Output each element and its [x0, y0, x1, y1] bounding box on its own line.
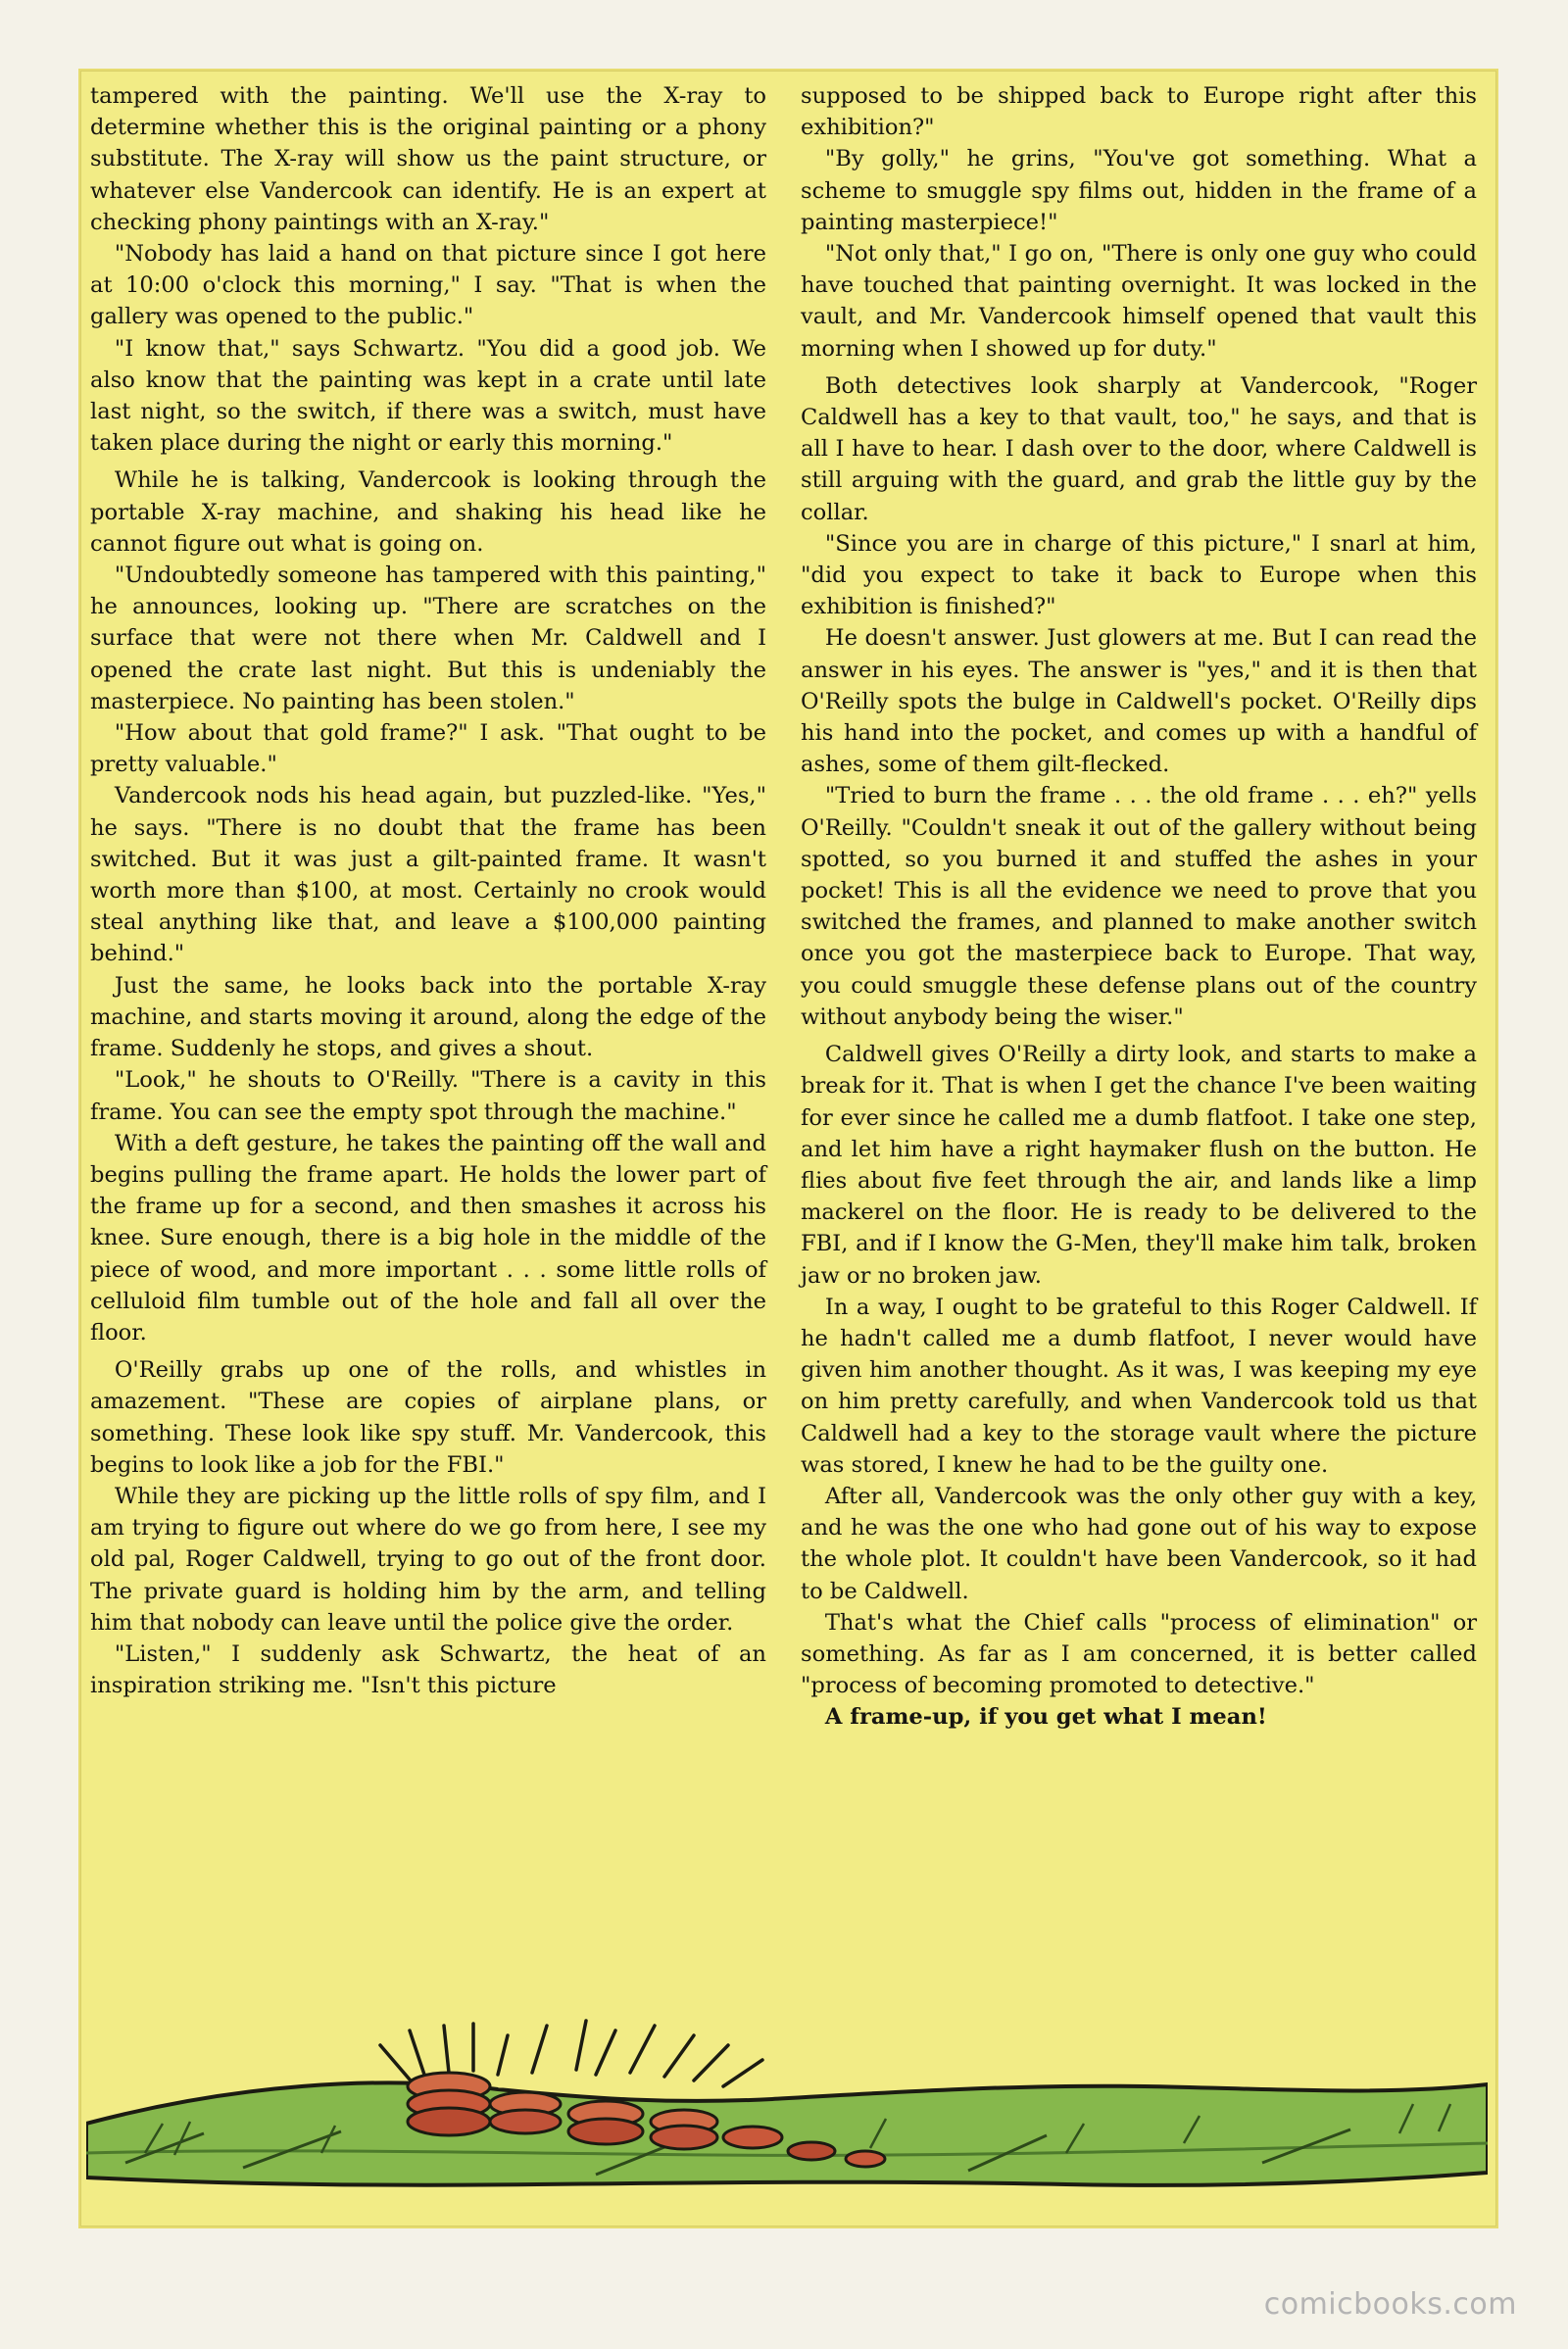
paragraph: In a way, I ought to be grateful to this Roger Caldwell. If he hadn't called me a dumb flatfoot, I never would have given him another thought. As it was, I was keeping my eye on him pretty carefully, and when Vandercook told us that Caldwell had a key to the storage vault where the picture was stored, I knew he had to be the guilty one.	[801, 1294, 1477, 1478]
watermark: comicbooks.com	[1263, 2287, 1517, 2322]
closing-line: A frame-up, if you get what I mean!	[824, 1704, 1267, 1731]
coins-on-grass-illustration	[86, 2006, 1488, 2217]
paragraph: While they are picking up the little rolls of spy film, and I am trying to figure out where do we go from here, I see my old pal, Roger Caldwell, trying to go out of the front door. The private guard is holding him by the arm, and telling him that nobody can leave until the police give the order.	[90, 1483, 766, 1636]
paragraph: Just the same, he looks back into the portable X-ray machine, and starts moving it around, along the edge of the frame. Suddenly he stops, and gives a shout.	[90, 972, 766, 1062]
paragraph: After all, Vandercook was the only other guy with a key, and he was the one who had gone out of his way to expose the whole plot. It couldn't have been Vandercook, so it had to be Caldwell.	[801, 1483, 1477, 1604]
paragraph: "Not only that," I go on, "There is only one guy who could have touched that painting overnight. It was locked in the vault, and Mr. Vandercook himself opened that vault this morning when I showed up for duty."	[801, 241, 1477, 362]
paragraph: "I know that," says Schwartz. "You did a good job. We also know that the painting was kept in a crate until late last night, so the switch, if there was a switch, must have taken place during the night or early this morning."	[90, 335, 766, 457]
paragraph: "Listen," I suddenly ask Schwartz, the heat of an inspiration striking me. "Isn't this picture	[90, 1640, 766, 1699]
paragraph: That's what the Chief calls "process of elimination" or something. As far as I am concerned, it is better called "process of becoming promoted to detective."	[801, 1609, 1477, 1699]
paragraph: "Tried to burn the frame . . . the old frame . . . eh?" yells O'Reilly. "Couldn't sneak it out of the gallery without being spotted, so you burned it and stuffed the ashes in your pocket! This is all the evidence we need to prove that you switched the frames, and planned to make another switch once you got the masterpiece back to Europe. That way, you could smuggle these defense plans out of the country without anybody being the wiser."	[801, 783, 1477, 1030]
paragraph: "How about that gold frame?" I ask. "That ought to be pretty valuable."	[90, 720, 766, 778]
paragraph: Both detectives look sharply at Vandercook, "Roger Caldwell has a key to that vault, too," he says, and that is all I have to hear. I dash over to the door, where Caldwell is still arguing with the guard, and grab the little guy by the collar.	[801, 372, 1477, 525]
paragraph: "Since you are in charge of this picture," I snarl at him, "did you expect to take it back to Europe when this exhibition is finished?"	[801, 530, 1477, 620]
paragraph: O'Reilly grabs up one of the rolls, and whistles in amazement. "These are copies of airplane plans, or something. These look like spy stuff. Mr. Vandercook, this begins to look like a job for the FBI."	[90, 1357, 766, 1478]
right-text-column	[801, 80, 1477, 1734]
paragraph: With a deft gesture, he takes the painting off the wall and begins pulling the frame apart. He holds the lower part of the frame up for a second, and then smashes it across his knee. Sure enough, there is a big hole in the middle of the piece of wood, and more important . . . some little rolls of celluloid film tumble out of the hole and fall all over the floor.	[90, 1130, 766, 1346]
paragraph: "By golly," he grins, "You've got something. What a scheme to smuggle spy films out, hidden in the frame of a painting masterpiece!"	[801, 146, 1477, 235]
story-page	[78, 69, 1498, 2228]
paragraph: "Undoubtedly someone has tampered with this painting," he announces, looking up. "There are scratches on the surface that were not there when Mr. Caldwell and I opened the crate last night. But this is undeniably the masterpiece. No painting has been stolen."	[90, 563, 766, 714]
paragraph: Caldwell gives O'Reilly a dirty look, and starts to make a break for it. That is when I get the chance I've been waiting for ever since he called me a dumb flatfoot. I take one step, and let him have a right haymaker flush on the button. He flies about five feet through the air, and lands like a limp mackerel on the floor. He is ready to be delivered to the FBI, and if I know the G-Men, they'll make him talk, broken jaw or no broken jaw.	[801, 1042, 1477, 1289]
left-text-column	[90, 80, 766, 1701]
paragraph: "Nobody has laid a hand on that picture since I got here at 10:00 o'clock this morning," I say. "That is when the gallery was opened to the public."	[90, 241, 766, 330]
paragraph: While he is talking, Vandercook is looking through the portable X-ray machine, and shaking his head like he cannot figure out what is going on.	[90, 467, 766, 557]
paragraph: Vandercook nods his head again, but puzzled-like. "Yes," he says. "There is no doubt that the frame has been switched. But it was just a gilt-painted frame. It wasn't worth more than $100, at most. Certainly no crook would steal anything like that, and leave a $100,000 painting behind."	[90, 783, 766, 967]
paragraph: He doesn't answer. Just glowers at me. But I can read the answer in his eyes. The answer is "yes," and it is then that O'Reilly spots the bulge in Caldwell's pocket. O'Reilly dips his hand into the pocket, and comes up with a handful of ashes, some of them gilt-flecked.	[801, 625, 1477, 778]
paragraph: tampered with the painting. We'll use the X-ray to determine whether this is the original painting or a phony substitute. The X-ray will show us the paint structure, or whatever else Vandercook can identify. He is an expert at checking phony paintings with an X-ray."	[90, 83, 766, 235]
paragraph: supposed to be shipped back to Europe right after this exhibition?"	[801, 83, 1477, 141]
paragraph: "Look," he shouts to O'Reilly. "There is a cavity in this frame. You can see the empty spot through the machine."	[90, 1067, 766, 1125]
